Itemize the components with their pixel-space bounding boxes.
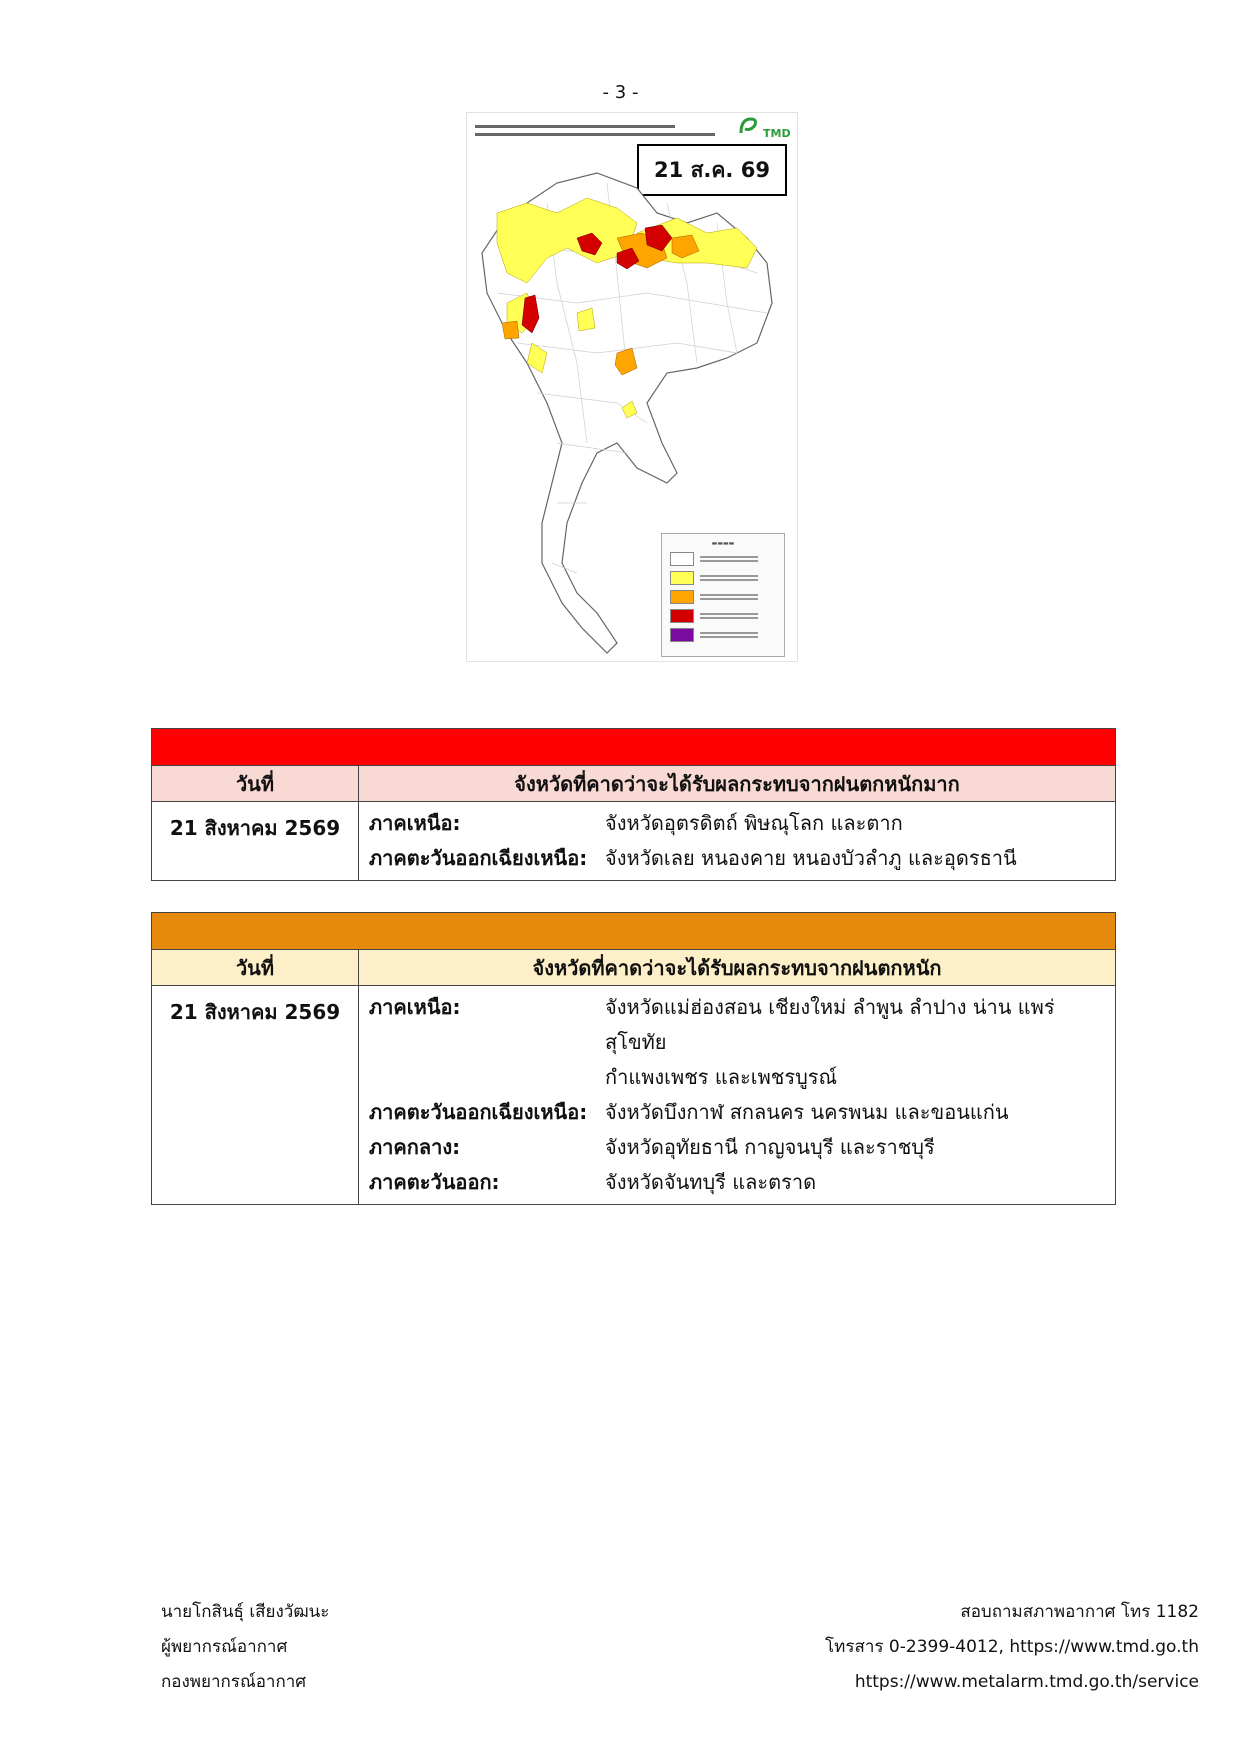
rainfall-map-figure bbox=[466, 112, 798, 662]
legend-swatch-white bbox=[670, 552, 694, 566]
date-cell: 21 สิงหาคม 2569 bbox=[152, 986, 359, 1205]
contact-fax-website: โทรสาร 0-2399-4012, https://www.tmd.go.th bbox=[825, 1637, 1199, 1657]
legend-title: ▬▬▬▬ bbox=[711, 540, 735, 547]
very-heavy-band bbox=[152, 729, 1116, 766]
tmd-brand-text: TMD bbox=[763, 127, 791, 140]
province-list: จังหวัดอุทัยธานี กาญจนบุรี และราชบุรี bbox=[605, 1135, 935, 1159]
tmd-logo-icon bbox=[737, 115, 793, 141]
table-row bbox=[369, 1165, 1107, 1200]
map-legend bbox=[661, 533, 785, 657]
region-label: ภาคตะวันออกเฉียงเหนือ: bbox=[369, 1100, 588, 1124]
date-cell: 21 สิงหาคม 2569 bbox=[152, 802, 359, 881]
column-header-provinces: จังหวัดที่คาดว่าจะได้รับผลกระทบจากฝนตกหนัก bbox=[359, 950, 1116, 986]
table-row bbox=[369, 841, 1107, 876]
table-row bbox=[369, 1095, 1107, 1130]
legend-swatch-purple bbox=[670, 628, 694, 642]
region-label: ภาคตะวันออก: bbox=[369, 1170, 500, 1194]
forecaster-title: ผู้พยากรณ์อากาศ bbox=[161, 1637, 288, 1657]
very-heavy-rain-table bbox=[151, 728, 1116, 881]
heavy-band bbox=[152, 913, 1116, 950]
province-list: จังหวัดอุตรดิตถ์ พิษณุโลก และตาก bbox=[605, 811, 903, 835]
table-row bbox=[369, 806, 1107, 841]
column-header-provinces: จังหวัดที่คาดว่าจะได้รับผลกระทบจากฝนตกหนักมาก bbox=[359, 766, 1116, 802]
forecaster-division: กองพยากรณ์อากาศ bbox=[161, 1672, 307, 1692]
forecaster-name: นายโกสินธุ์ เสียงวัฒนะ bbox=[161, 1602, 330, 1622]
region-label bbox=[369, 1060, 605, 1095]
heavy-rain-table bbox=[151, 912, 1116, 1205]
footer-signature bbox=[161, 1595, 329, 1700]
column-header-date: วันที่ bbox=[152, 950, 359, 986]
region-label: ภาคกลาง: bbox=[369, 1135, 461, 1159]
table-row bbox=[369, 990, 1107, 1060]
region-rows bbox=[359, 802, 1116, 881]
province-list: จังหวัดจันทบุรี และตราด bbox=[605, 1170, 817, 1194]
province-list: จังหวัดแม่ฮ่องสอน เชียงใหม่ ลำพูน ลำปาง น่าน แพร่ สุโขทัย bbox=[605, 995, 1055, 1054]
table-row bbox=[369, 1130, 1107, 1165]
region-rows bbox=[359, 986, 1116, 1205]
legend-swatch-orange bbox=[670, 590, 694, 604]
contact-service-link: https://www.metalarm.tmd.go.th/service bbox=[854, 1672, 1199, 1692]
map-date-label: 21 ส.ค. 69 bbox=[637, 144, 787, 196]
region-label: ภาคเหนือ: bbox=[369, 995, 461, 1019]
legend-swatch-red bbox=[670, 609, 694, 623]
map-header bbox=[467, 113, 797, 145]
province-list: จังหวัดบึงกาฬ สกลนคร นครพนม และขอนแก่น bbox=[605, 1100, 1009, 1124]
page-number: - 3 - bbox=[602, 82, 639, 103]
column-header-date: วันที่ bbox=[152, 766, 359, 802]
province-list: กำแพงเพชร และเพชรบูรณ์ bbox=[605, 1065, 838, 1089]
legend-swatch-yellow bbox=[670, 571, 694, 585]
region-label: ภาคตะวันออกเฉียงเหนือ: bbox=[369, 846, 588, 870]
footer-contact bbox=[825, 1595, 1199, 1700]
region-label: ภาคเหนือ: bbox=[369, 811, 461, 835]
table-row bbox=[369, 1060, 1107, 1095]
province-list: จังหวัดเลย หนองคาย หนองบัวลำภู และอุดรธานี bbox=[605, 846, 1017, 870]
contact-phone: สอบถามสภาพอากาศ โทร 1182 bbox=[960, 1602, 1199, 1622]
